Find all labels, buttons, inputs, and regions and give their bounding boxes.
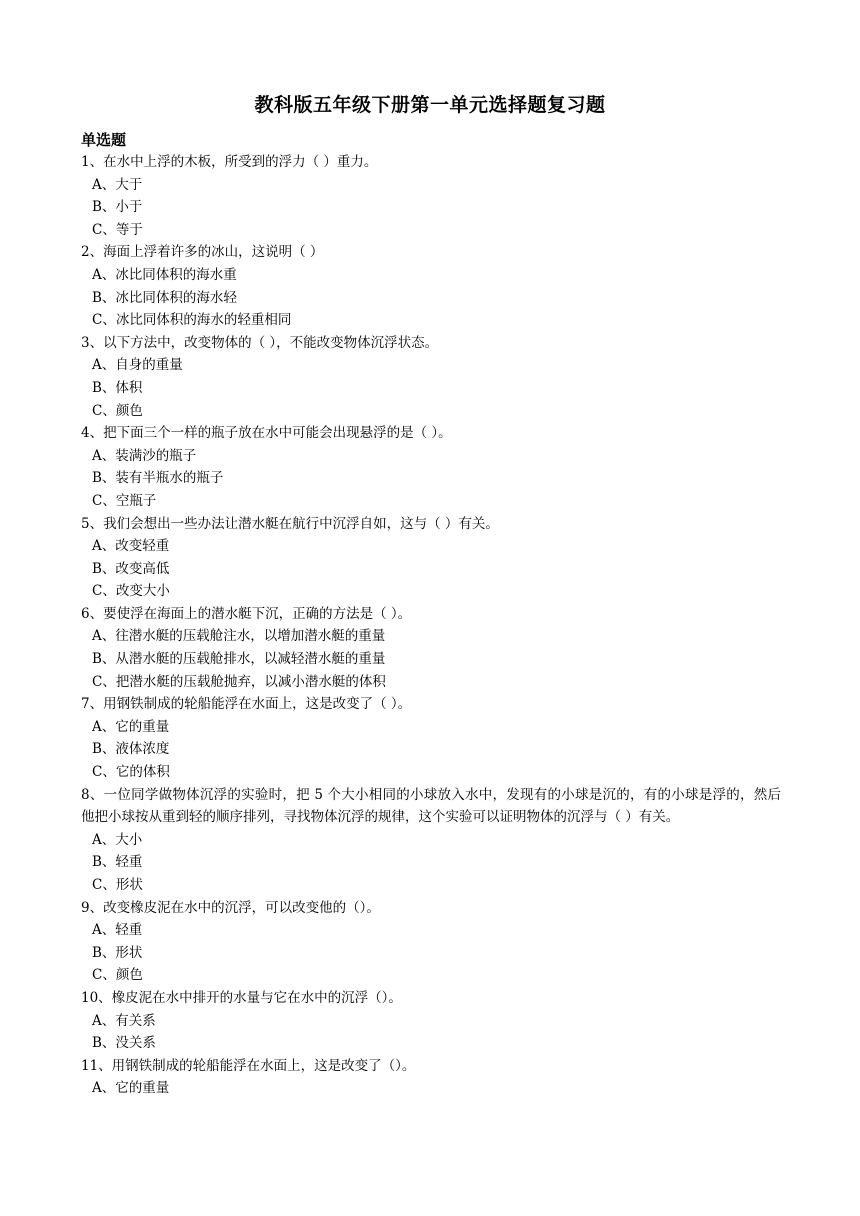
answer-option: B、小于 — [92, 199, 143, 216]
section-heading: 单选题 — [81, 131, 127, 149]
answer-option: A、往潜水艇的压载舱注水，以增加潜水艇的重量 — [92, 628, 386, 645]
answer-option: B、没关系 — [92, 1035, 156, 1052]
answer-option: C、改变大小 — [92, 583, 170, 600]
answer-option: C、形状 — [92, 877, 143, 893]
answer-option: B、形状 — [92, 944, 143, 961]
question-stem: 10、橡皮泥在水中排开的水量与它在水中的沉浮（）。 — [81, 989, 402, 1006]
question-stem: 4、把下面三个一样的瓶子放在水中可能会出现悬浮的是（ ）。 — [81, 425, 452, 442]
question-stem: 9、改变橡皮泥在水中的沉浮，可以改变他的（）。 — [81, 899, 380, 916]
answer-option: B、装有半瓶水的瓶子 — [92, 470, 224, 487]
question-stem: 6、要使浮在海面上的潜水艇下沉，正确的方法是（ ）。 — [81, 605, 412, 622]
questions-container — [81, 151, 781, 1100]
answer-option: A、冰比同体积的海水重 — [92, 266, 237, 283]
answer-option: A、改变轻重 — [92, 538, 170, 555]
question-item — [81, 422, 781, 512]
answer-option: A、大小 — [92, 831, 143, 848]
answer-option: A、轻重 — [92, 922, 143, 939]
answer-option: B、液体浓度 — [92, 741, 170, 758]
question-stem: 1、在水中上浮的木板，所受到的浮力（ ）重力。 — [81, 154, 378, 170]
question-item — [81, 151, 781, 241]
question-item — [81, 897, 781, 987]
answer-option: A、它的重量 — [92, 1080, 170, 1097]
question-item — [81, 513, 781, 603]
question-stem: 7、用钢铁制成的轮船能浮在水面上，这是改变了（ ）。 — [81, 696, 412, 713]
answer-option: C、冰比同体积的海水的轻重相同 — [92, 312, 292, 329]
answer-option: A、它的重量 — [92, 718, 170, 735]
answer-option: B、改变高低 — [92, 560, 170, 577]
question-stem: 5、我们会想出一些办法让潜水艇在航行中沉浮自如，这与（ ）有关。 — [81, 515, 499, 532]
question-item — [81, 241, 781, 331]
answer-option: A、装满沙的瓶子 — [92, 447, 197, 464]
answer-option: B、体积 — [92, 379, 143, 396]
question-stem: 8、一位同学做物体沉浮的实验时，把 5 个大小相同的小球放入水中，发现有的小球是沉的，有的小球是浮的，然后他把小球按从重到轻的顺序排列，寻找物体沉浮的规律，这个实验可以证明物体的沉浮与（ ）有关。 — [81, 786, 781, 826]
answer-option: A、自身的重量 — [92, 357, 183, 374]
answer-option: C、把潜水艇的压载舱抛弃，以减小潜水艇的体积 — [92, 673, 386, 690]
answer-option: C、等于 — [92, 221, 143, 238]
answer-option: B、轻重 — [92, 854, 143, 871]
document-title: 教科版五年级下册第一单元选择题复习题 — [254, 94, 606, 116]
question-item — [81, 332, 781, 422]
answer-option: B、冰比同体积的海水轻 — [92, 289, 237, 306]
question-stem: 3、以下方法中，改变物体的（ ），不能改变物体沉浮状态。 — [81, 334, 439, 351]
question-item — [81, 784, 781, 897]
answer-option: A、大于 — [92, 176, 143, 193]
question-item — [81, 987, 781, 1055]
question-stem: 11、用钢铁制成的轮船能浮在水面上，这是改变了（）。 — [81, 1057, 416, 1074]
question-list — [81, 129, 781, 1100]
answer-option: A、有关系 — [92, 1012, 156, 1029]
answer-option: C、它的体积 — [92, 764, 170, 781]
question-stem: 2、海面上浮着许多的冰山，这说明（ ） — [81, 244, 324, 261]
question-item — [81, 1055, 781, 1100]
answer-option: C、空瓶子 — [92, 492, 157, 509]
answer-option: B、从潜水艇的压载舱排水，以减轻潜水艇的重量 — [92, 651, 386, 668]
answer-option: C、颜色 — [92, 402, 143, 419]
question-item — [81, 693, 781, 783]
answer-option: C、颜色 — [92, 967, 143, 984]
question-item — [81, 603, 781, 693]
